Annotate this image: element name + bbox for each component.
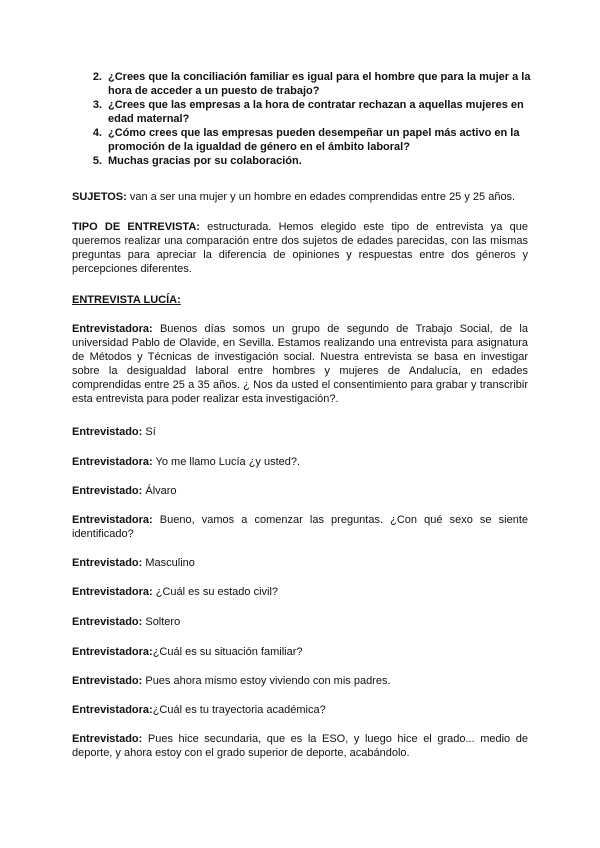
dialogue-turn xyxy=(72,645,528,659)
dialogue-turn xyxy=(72,425,528,439)
speech-text: Bueno, vamos a comenzar las preguntas. ¿Con qué sexo se siente identificado? xyxy=(72,514,528,540)
dialogue-turn xyxy=(72,484,528,498)
speech-text: Masculino xyxy=(142,557,195,569)
subjects-paragraph xyxy=(72,190,528,204)
dialogue-turn xyxy=(72,674,528,688)
interview-type-paragraph xyxy=(72,220,528,276)
question-text: ¿Cómo crees que las empresas pueden desempeñar un papel más activo en la promoción de la igualdad de género en el ámbito laboral? xyxy=(108,127,520,153)
speaker-label: Entrevistadora: xyxy=(72,514,153,526)
speaker-label: Entrevistado: xyxy=(72,733,143,745)
question-text: ¿Crees que la conciliación familiar es igual para el hombre que para la mujer a la hora de acceder a un puesto de trabajo? xyxy=(108,71,531,97)
interview-type-text: estructurada. Hemos elegido este tipo de entrevista ya que queremos realizar una comparación entre dos sujetos de edades parecidas, con las mismas preguntas para apreciar la diferencia de opiniones y respuestas entre dos géneros y percepciones diferentes. xyxy=(72,221,528,275)
dialogue-turn xyxy=(72,585,528,599)
interview-type-label: TIPO DE ENTREVISTA: xyxy=(72,221,200,233)
question-text: ¿Crees que las empresas a la hora de contratar rechazan a aquellas mujeres en edad maternal? xyxy=(108,99,524,125)
speaker-label: Entrevistado: xyxy=(72,426,143,438)
question-text: Muchas gracias por su colaboración. xyxy=(108,155,302,167)
list-item xyxy=(72,154,532,168)
speaker-label: Entrevistado: xyxy=(72,616,143,628)
question-number: 3. xyxy=(92,99,102,111)
dialogue-turn xyxy=(72,703,528,717)
question-number: 2. xyxy=(92,71,102,83)
speech-text: ¿Cuál es su estado civil? xyxy=(152,586,279,598)
dialogue-turn xyxy=(72,615,528,629)
speech-text: Sí xyxy=(142,426,156,438)
question-list xyxy=(72,70,532,168)
subjects-label: SUJETOS: xyxy=(72,191,127,203)
speech-text: Soltero xyxy=(142,616,181,628)
speech-text: ¿Cuál es su situación familiar? xyxy=(152,646,303,658)
speaker-label: Entrevistadora: xyxy=(72,646,153,658)
question-number: 5. xyxy=(92,155,102,167)
section-title-text: ENTREVISTA LUCÍA: xyxy=(72,294,181,306)
speech-text: Pues ahora mismo estoy viviendo con mis padres. xyxy=(142,675,391,687)
speaker-label: Entrevistadora: xyxy=(72,704,153,716)
speech-text: Yo me llamo Lucía ¿y usted?. xyxy=(152,456,301,468)
speech-text: Pues hice secundaria, que es la ESO, y luego hice el grado... medio de deporte, y ahora estoy con el grado superior de deporte, acabándolo. xyxy=(72,733,528,759)
speaker-label: Entrevistado: xyxy=(72,675,143,687)
speech-text: Buenos días somos un grupo de segundo de Trabajo Social, de la universidad Pablo de Olavide, en Sevilla. Estamos realizando una entrevista para asignatura de Métodos y Técnicas de investigación social. Nuestra entrevista se basa en investigar sobre la desigualdad laboral entre hombres y mujeres de Andalucía, en edades comprendidas entre 25 a 35 años. ¿ Nos da usted el consentimiento para grabar y transcribir esta entrevista para poder realizar esta investigación?. xyxy=(72,323,528,405)
subjects-text: van a ser una mujer y un hombre en edades comprendidas entre 25 y 25 años. xyxy=(129,191,516,203)
list-item xyxy=(72,126,532,154)
question-number: 4. xyxy=(92,127,102,139)
list-item xyxy=(72,70,532,98)
dialogue-turn xyxy=(72,322,528,406)
speaker-label: Entrevistado: xyxy=(72,485,143,497)
speech-text: Álvaro xyxy=(142,485,177,497)
list-item xyxy=(72,98,532,126)
speaker-label: Entrevistadora: xyxy=(72,456,153,468)
speaker-label: Entrevistado: xyxy=(72,557,143,569)
speaker-label: Entrevistadora: xyxy=(72,323,153,335)
dialogue-turn xyxy=(72,455,528,469)
dialogue-turn xyxy=(72,513,528,541)
dialogue-turn xyxy=(72,732,528,760)
speaker-label: Entrevistadora: xyxy=(72,586,153,598)
dialogue-turn xyxy=(72,556,528,570)
speech-text: ¿Cuál es tu trayectoria académica? xyxy=(152,704,326,716)
section-title xyxy=(72,293,528,307)
